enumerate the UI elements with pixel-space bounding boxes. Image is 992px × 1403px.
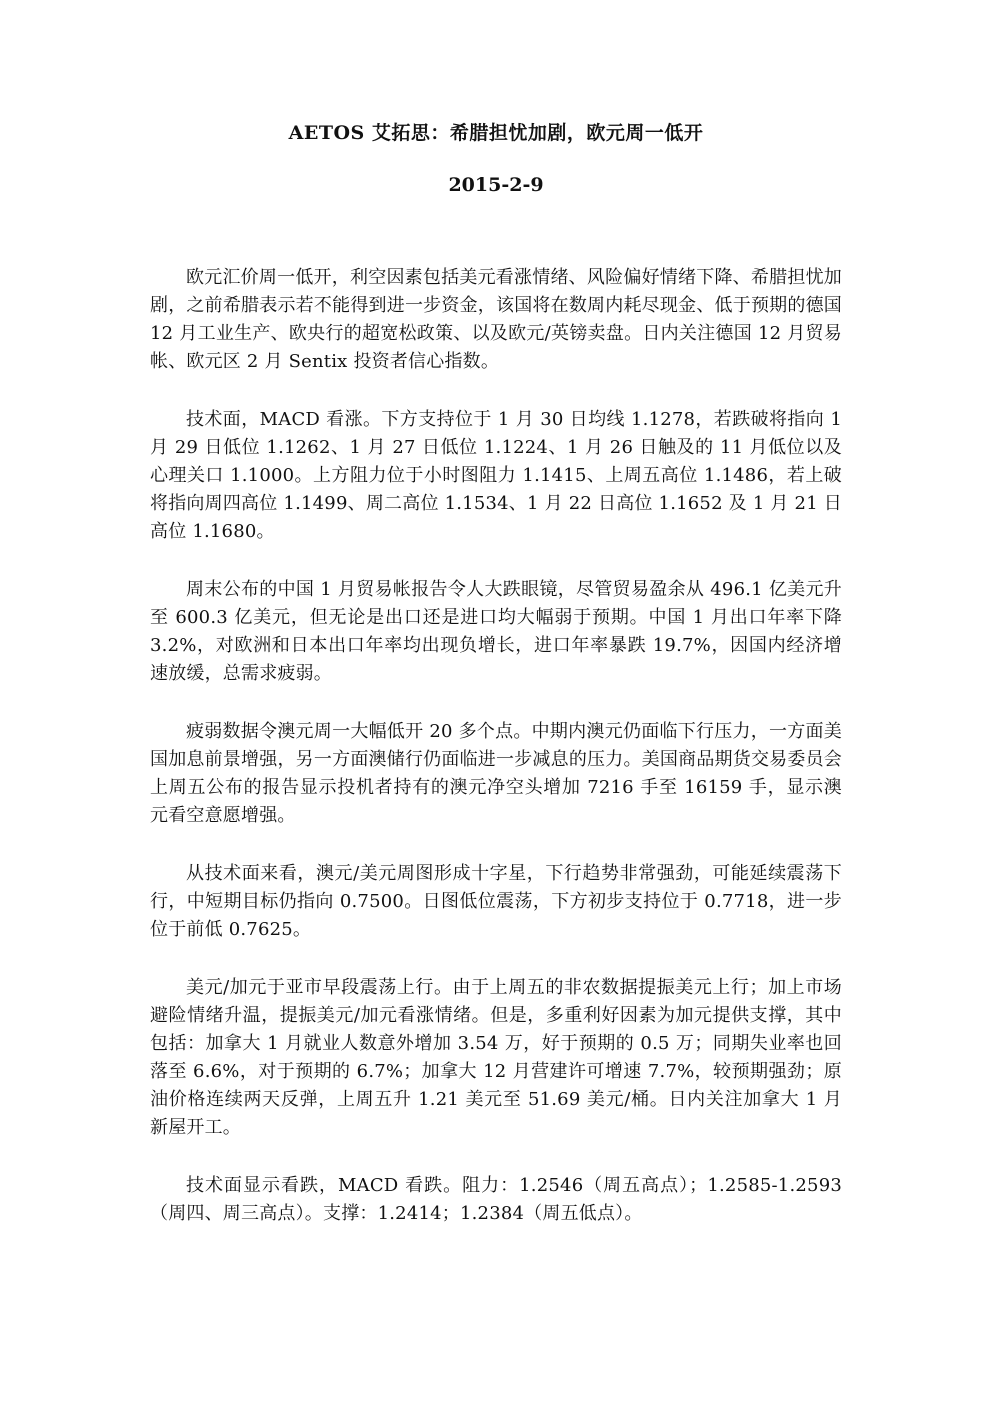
paragraph-aud-technical: 从技术面来看，澳元/美元周图形成十字星，下行趋势非常强劲，可能延续震荡下行，中短期目标仍指向 0.7500。日图低位震荡，下方初步支持位于 0.7718，进一步位于前低 0.7625。 — [150, 863, 842, 940]
paragraph-china-trade: 周末公布的中国 1 月贸易帐报告令人大跌眼镜，尽管贸易盈余从 496.1 亿美元升至 600.3 亿美元，但无论是出口还是进口均大幅弱于预期。中国 1 月出口年率下降 3.2%，对欧洲和日本出口年率均出现负增长，进口年率暴跌 19.7%，因国内经济增速放缓，总需求疲弱。 — [150, 579, 842, 684]
document-body — [150, 264, 842, 1258]
paragraph-usdcad-outlook: 美元/加元于亚市早段震荡上行。由于上周五的非农数据提振美元上行；加上市场避险情绪升温，提振美元/加元看涨情绪。但是，多重利好因素为加元提供支撑，其中包括：加拿大 1 月就业人数意外增加 3.54 万，好于预期的 0.5 万；同期失业率也回落至 6.6%，对于预期的 6.7%；加拿大 12 月营建许可增速 7.7%，较预期强劲；原油价格连续两天反弹，上周五升 1.21 美元至 51.69 美元/桶。日内关注加拿大 1 月新屋开工。 — [150, 977, 842, 1138]
document-date: 2015-2-9 — [448, 174, 544, 196]
paragraph-euro-outlook: 欧元汇价周一低开，利空因素包括美元看涨情绪、风险偏好情绪下降、希腊担忧加剧，之前希腊表示若不能得到进一步资金，该国将在数周内耗尽现金、低于预期的德国 12 月工业生产、欧央行的超宽松政策、以及欧元/英镑卖盘。日内关注德国 12 月贸易帐、欧元区 2 月 Sentix 投资者信心指数。 — [150, 267, 842, 372]
document-title: AETOS 艾拓思：希腊担忧加剧，欧元周一低开 — [288, 122, 704, 144]
paragraph-usdcad-technical: 技术面显示看跌，MACD 看跌。阻力：1.2546（周五高点）；1.2585-1.2593（周四、周三高点）。支撑：1.2414；1.2384（周五低点）。 — [150, 1175, 842, 1224]
paragraph-aud-outlook: 疲弱数据令澳元周一大幅低开 20 多个点。中期内澳元仍面临下行压力，一方面美国加息前景增强，另一方面澳储行仍面临进一步减息的压力。美国商品期货交易委员会上周五公布的报告显示投机者持有的澳元净空头增加 7216 手至 16159 手，显示澳元看空意愿增强。 — [150, 721, 842, 826]
paragraph-euro-technical: 技术面，MACD 看涨。下方支持位于 1 月 30 日均线 1.1278，若跌破将指向 1 月 29 日低位 1.1262、1 月 27 日低位 1.1224、1 月 26 日触及的 11 月低位以及心理关口 1.1000。上方阻力位于小时图阻力 1.1415、上周五高位 1.1486，若上破将指向周四高位 1.1499、周二高位 1.1534、1 月 22 日高位 1.1652 及 1 月 21 日高位 1.1680。 — [150, 409, 842, 542]
